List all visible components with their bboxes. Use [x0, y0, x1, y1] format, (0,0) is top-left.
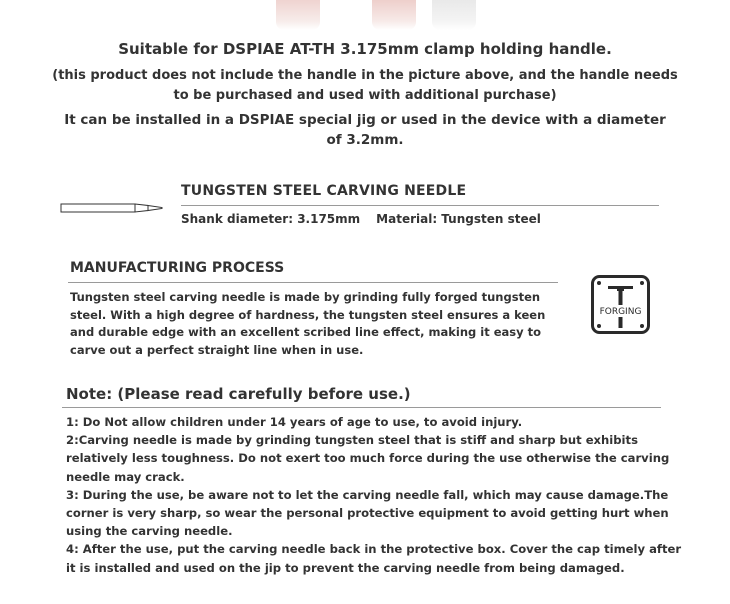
note-item: 1: Do Not allow children under 14 years of age to use, to avoid injury. — [66, 415, 523, 429]
product-photo-strip — [0, 0, 730, 32]
product-photo-fragment — [372, 0, 416, 30]
note-item: 4: After the use, put the carving needle back in the protective box. Cover the cap timely after it is installed and used on the jip to prevent the carving needle from being damaged. — [66, 542, 682, 575]
spec-row — [181, 212, 541, 226]
note-item: 2:Carving needle is made by grinding tungsten steel that is stiff and sharp but exhibits relatively less toughness. Do not exert too much force during the use otherwise the carving needle may crack. — [66, 433, 670, 484]
shank-diameter: Shank diameter: 3.175mm — [181, 212, 361, 226]
installation-note — [40, 110, 690, 150]
installation-note-line: It can be installed in a DSPIAE special jig or used in the device with a diameter — [64, 112, 666, 128]
spec-title: TUNGSTEN STEEL CARVING NEEDLE — [181, 183, 467, 199]
product-photo-fragment — [432, 0, 476, 30]
forging-label: FORGING — [599, 307, 642, 317]
installation-note-line: of 3.2mm. — [326, 132, 404, 148]
manufacturing-description: Tungsten steel carving needle is made by grinding fully forged tungsten steel. With a high degree of hardness, the tungsten steel ensures a keen and durable edge with an excellent scribed line effect, making it easy to carve out a perfect straight line when in use. — [70, 290, 546, 357]
compatibility-heading: Suitable for DSPIAE AT-TH 3.175mm clamp holding handle. — [118, 40, 612, 58]
note-list — [66, 413, 686, 577]
handle-disclaimer-line: (this product does not include the handle in the picture above, and the handle needs — [52, 68, 678, 83]
carving-needle-illustration — [60, 199, 170, 217]
material: Material: Tungsten steel — [376, 212, 541, 226]
divider — [62, 407, 661, 408]
handle-disclaimer — [40, 66, 690, 106]
note-title: Note: (Please read carefully before use.) — [66, 385, 411, 403]
product-photo-fragment — [276, 0, 320, 30]
divider — [181, 205, 659, 206]
forging-icon — [591, 275, 650, 334]
divider — [68, 282, 558, 283]
manufacturing-title: MANUFACTURING PROCESS — [70, 260, 285, 276]
handle-disclaimer-line: to be purchased and used with additional purchase) — [173, 88, 557, 103]
note-item: 3: During the use, be aware not to let the carving needle fall, which may cause damage.The corner is very sharp, so wear the personal protective equipment to avoid getting hurt when using the carving needle. — [66, 487, 669, 539]
